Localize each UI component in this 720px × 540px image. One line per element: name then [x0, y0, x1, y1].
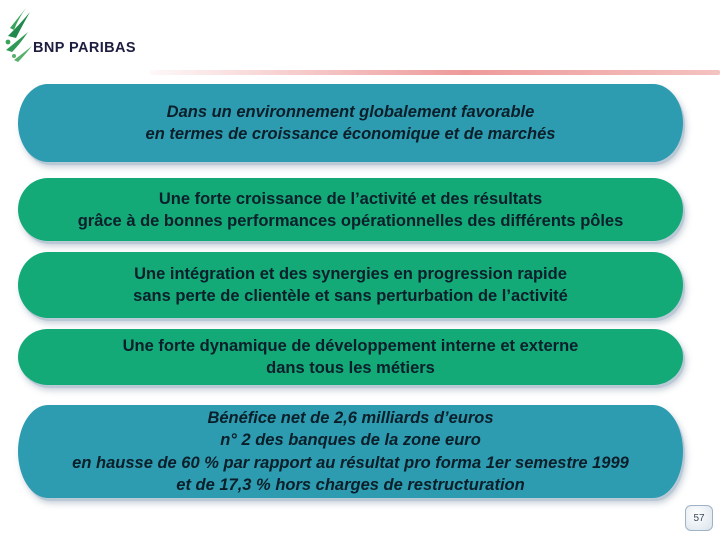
logo-text: BNP PARIBAS [33, 40, 136, 56]
banner-line: sans perte de clientèle et sans perturbation de l’activité [133, 287, 568, 305]
integration-banner [18, 252, 683, 318]
banner-line: Une intégration et des synergies en progression rapide [134, 265, 567, 283]
header-rule [150, 70, 720, 75]
context-banner [18, 84, 683, 162]
banner-line: Dans un environnement globalement favorable [166, 103, 535, 121]
growth-banner [18, 178, 683, 241]
banner-line: Bénéfice net de 2,6 milliards d’euros [207, 408, 494, 427]
results-banner [18, 405, 683, 498]
banner-line: Une forte dynamique de développement interne et externe [122, 337, 579, 355]
banner-line: en hausse de 60 % par rapport au résultat pro forma 1er semestre 1999 [72, 453, 629, 472]
banner-line: n° 2 des banques de la zone euro [220, 431, 481, 449]
banner-line: grâce à de bonnes performances opérationnelles des différents pôles [77, 211, 624, 230]
banner-line: dans tous les métiers [266, 359, 435, 377]
banner-line: en termes de croissance économique et de marchés [145, 125, 556, 143]
banner-line: Une forte croissance de l’activité et des résultats [158, 189, 543, 208]
banner-line: et de 17,3 % hors charges de restructuration [176, 476, 525, 494]
bnp-paribas-logo [4, 6, 144, 68]
development-banner [18, 329, 683, 385]
birds-in-flight-icon [4, 6, 38, 66]
page-number: 57 [685, 505, 713, 531]
